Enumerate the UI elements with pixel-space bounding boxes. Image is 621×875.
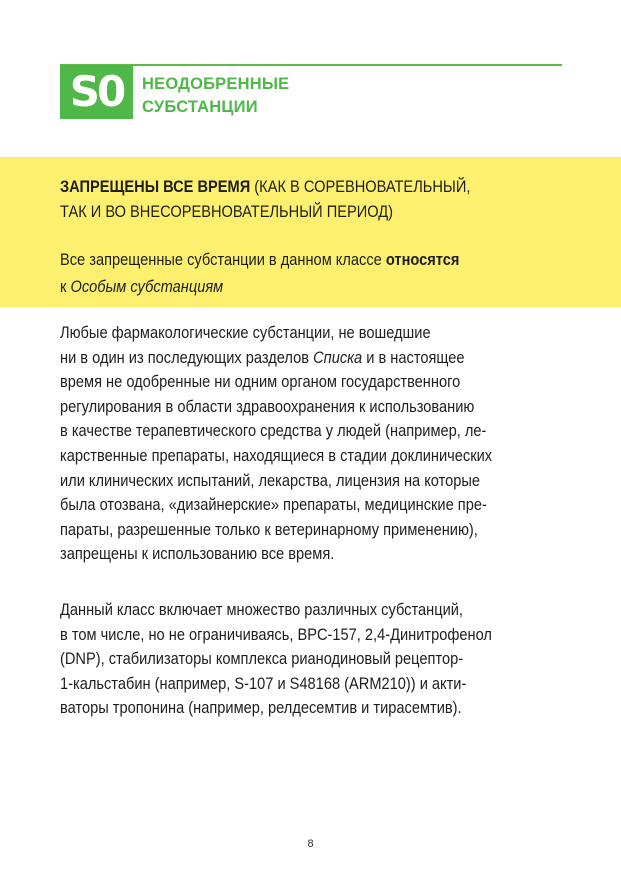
text-line: Данный класс включает множество различных субстанций, — [60, 600, 464, 619]
text-line: или клинических испытаний, лекарства, лицензия на которые — [60, 470, 481, 490]
banner-heading-line2: ТАК И ВО ВНЕСОРЕВНОВАТЕЛЬНЫЙ ПЕРИОД) — [60, 202, 394, 221]
text-line: регулирования в области здравоохранения к использованию — [60, 396, 475, 416]
section-title-line1: НЕОДОБРЕННЫЕ — [142, 75, 290, 93]
section-title — [142, 73, 289, 119]
text-line — [60, 346, 492, 371]
text-line: ваторы тропонина (например, релдесемтив и тирасемтив). — [60, 698, 462, 718]
banner-note — [60, 246, 507, 300]
text-line: в качестве терапевтического средства у людей (например, ле- — [60, 421, 487, 441]
text-line: Любые фармакологические субстанции, не вошедшие — [60, 323, 431, 342]
text-segment: ни в один из последующих разделов — [60, 347, 314, 367]
banner-heading-bold: ЗАПРЕЩЕНЫ ВСЕ ВРЕМЯ — [60, 177, 251, 196]
text-line: (DNP), стабилизаторы комплекса рианодиновый рецептор- — [60, 649, 464, 669]
text-line: запрещены к использованию все время. — [60, 544, 335, 564]
banner-note-text: Все запрещенные субстанции в данном классе — [60, 250, 386, 269]
section-header — [60, 64, 562, 120]
banner-note-prefix: к — [60, 277, 71, 296]
paragraph-definition — [60, 321, 562, 567]
text-line: была отозвана, «дизайнерские» препараты, медицинские пре- — [60, 495, 487, 515]
prohibition-banner — [0, 157, 621, 307]
page-number: 8 — [307, 838, 314, 850]
banner-heading — [60, 174, 507, 224]
header-rule — [60, 64, 562, 66]
section-title-line2: СУБСТАНЦИИ — [142, 98, 258, 116]
text-line: параты, разрешенные только к ветеринарному применению), — [60, 519, 478, 539]
paragraph-examples — [60, 598, 562, 721]
text-line: 1-кальстабин (например, S-107 и S48168 (ARM210)) и акти- — [60, 673, 467, 693]
text-segment: и в настоящее — [362, 347, 465, 367]
banner-note-bold: относятся — [385, 250, 460, 269]
text-line: карственные препараты, находящиеся в стадии доклинических — [60, 445, 493, 465]
banner-note-italic: Особым субстанциям — [70, 277, 224, 296]
italic-segment: Списка — [313, 347, 363, 367]
section-code-badge: S0 — [60, 65, 133, 119]
text-line: в том числе, но не ограничиваясь, BPC-157, 2,4-Динитрофенол — [60, 624, 492, 644]
text-line: время не одобренные ни одним органом государственного — [60, 372, 461, 392]
banner-heading-rest: (КАК В СОРЕВНОВАТЕЛЬНЫЙ, — [250, 177, 471, 196]
